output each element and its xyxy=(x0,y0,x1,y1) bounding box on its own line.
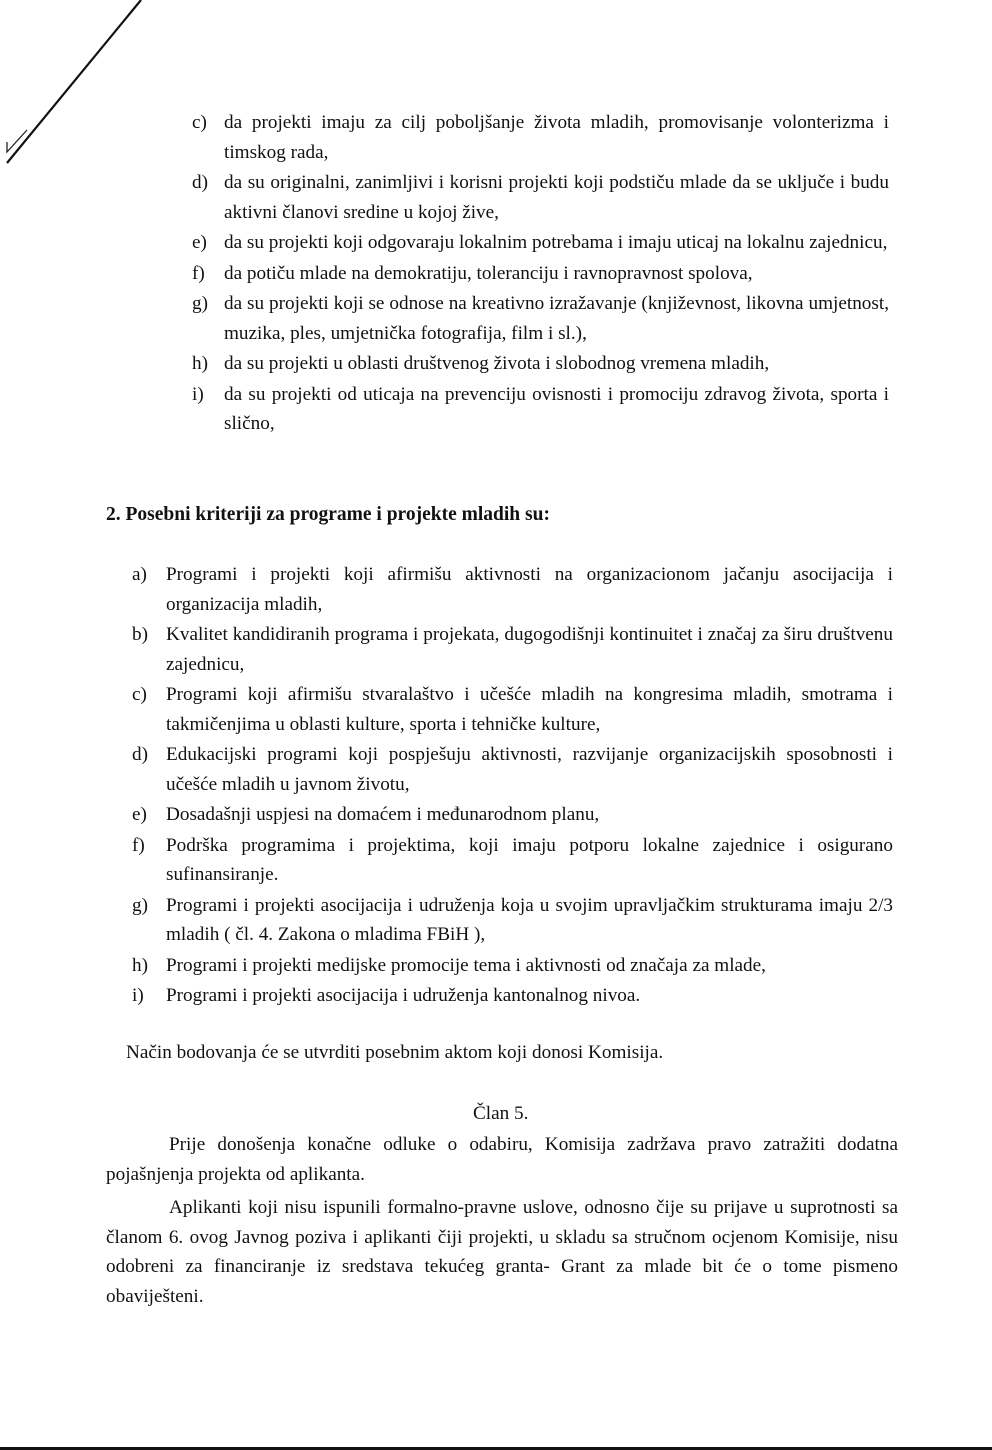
list-marker: c) xyxy=(132,684,147,705)
list-marker: d) xyxy=(132,744,148,765)
list-marker: e) xyxy=(192,232,207,253)
special-criteria-list xyxy=(132,560,893,1011)
list-item-text: da su projekti koji odgovaraju lokalnim potrebama i imaju uticaj na lokalnu zajednicu, xyxy=(224,232,888,253)
list-marker: g) xyxy=(132,894,148,916)
list-marker: g) xyxy=(192,293,208,314)
list-marker: c) xyxy=(192,112,207,133)
article-paragraph: Aplikanti koji nisu ispunili formalno-pravne uslove, odnosno čije su prijave u suprotnosti sa članom 6. ovog Javnog poziva i aplikanti čiji projekti, u skladu sa stručnom ocjenom Komisije, nisu odobreni za financiranje iz sredstava tekućeg granta- Grant za mlade bit će o tome pismeno obaviješteni. xyxy=(106,1197,898,1307)
list-item xyxy=(132,951,893,981)
list-item xyxy=(132,740,893,799)
list-item-text: Programi i projekti koji afirmišu aktivnosti na organizacionom jačanju asocijacija i organizacija mladih, xyxy=(166,564,893,615)
article-title: Član 5. xyxy=(473,1103,529,1124)
list-marker: d) xyxy=(192,172,208,193)
list-marker: b) xyxy=(132,624,148,645)
list-item xyxy=(132,620,893,679)
list-item xyxy=(192,349,889,379)
list-marker: h) xyxy=(192,353,208,374)
list-marker: f) xyxy=(132,834,145,856)
list-item xyxy=(132,800,893,830)
general-criteria-list xyxy=(192,108,889,439)
list-item-text: Podrška programima i projektima, koji imaju potporu lokalne zajednice i osigurano sufinansiranje. xyxy=(166,834,893,885)
list-marker: e) xyxy=(132,804,147,825)
list-item xyxy=(132,560,893,619)
section-heading: 2. Posebni kriteriji za programe i projekte mladih su: xyxy=(106,504,550,525)
list-item xyxy=(192,380,889,439)
list-item xyxy=(132,831,893,890)
list-item-text: Programi i projekti asocijacija i udruženja kantonalnog nivoa. xyxy=(166,985,641,1006)
list-item-text: Edukacijski programi koji pospješuju aktivnosti, razvijanje organizacijskih sposobnosti i učešće mladih u javnom životu, xyxy=(166,744,893,795)
list-item-text: da su projekti koji se odnose na kreativno izražavanje (književnost, likovna umjetnost, muzika, ples, umjetnička fotografija, film i sl.), xyxy=(224,293,889,344)
list-item-text: da su projekti u oblasti društvenog života i slobodnog vremena mladih, xyxy=(224,353,770,374)
list-item-text: da su originalni, zanimljivi i korisni projekti koji podstiču mlade da se uključe i budu aktivni članovi sredine u kojoj žive, xyxy=(224,172,889,223)
list-marker: i) xyxy=(132,985,144,1006)
list-item xyxy=(192,168,889,227)
list-marker: h) xyxy=(132,954,148,976)
list-item-text: Programi i projekti medijske promocije tema i aktivnosti od značaja za mlade, xyxy=(166,954,766,976)
list-item xyxy=(132,981,893,1011)
list-marker: f) xyxy=(192,262,205,284)
list-item xyxy=(132,891,893,950)
pen-stroke-mark xyxy=(0,0,150,180)
list-item-text: Programi koji afirmišu stvaralaštvo i učešće mladih na kongresima mladih, smotrama i takmičenjima u oblasti kulture, sporta i tehničke kulture, xyxy=(166,684,893,735)
list-item xyxy=(192,228,889,258)
list-marker: a) xyxy=(132,564,147,585)
list-item xyxy=(192,289,889,348)
scoring-note: Način bodovanja će se utvrditi posebnim aktom koji donosi Komisija. xyxy=(126,1042,664,1063)
list-item xyxy=(132,680,893,739)
list-item-text: da potiču mlade na demokratiju, toleranciju i ravnopravnost spolova, xyxy=(224,262,753,284)
article-paragraph: Prije donošenja konačne odluke o odabiru, Komisija zadržava pravo zatražiti dodatna pojašnjenja projekta od aplikanta. xyxy=(106,1134,898,1185)
list-item-text: Dosadašnji uspjesi na domaćem i međunarodnom planu, xyxy=(166,804,600,825)
list-item xyxy=(192,108,889,167)
list-item-text: Programi i projekti asocijacija i udruženja koja u svojim upravljačkim strukturama imaju 2/3 mladih ( čl. 4. Zakona o mladima FBiH ), xyxy=(166,894,893,945)
list-item-text: Kvalitet kandidiranih programa i projekata, dugogodišnji kontinuitet i značaj za širu društvenu zajednicu, xyxy=(166,624,893,675)
list-item xyxy=(192,259,889,289)
list-item-text: da su projekti od uticaja na prevenciju ovisnosti i promociju zdravog života, sporta i slično, xyxy=(224,383,889,434)
list-marker: i) xyxy=(192,383,204,405)
list-item-text: da projekti imaju za cilj poboljšanje života mladih, promovisanje volonterizma i timskog rada, xyxy=(224,112,889,163)
